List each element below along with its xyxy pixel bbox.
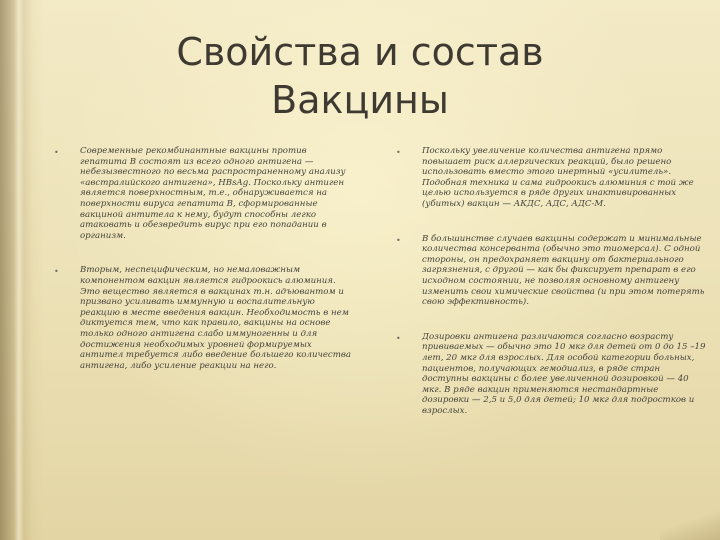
slide-title [120,28,600,124]
bullet-text: Современные рекомбинантные вакцины против гепатита В состоят из всего одного антигена — небезызвестного по весьма распространенному анализу «австралийского антигена», HBsAg. Поскольку антиген является поверхностным, т.е., обнаруживается на поверхности вируса гепатита В, сформированные вакциной антитела к нему, будут способны легко атаковать и обезвредить вирус при его попадании в организм. [80,146,346,241]
page-curl-highlight [14,0,24,540]
bullet-text: В большинстве случаев вакцины содержат и минимальные количества консерванта (обычно это тиомерсал). С одной стороны, он предохраняет вакцину от бактериального загрязнения, с другой — как бы фиксирует препарат в его исходном состоянии, не позволяя основному антигену изменить свои химические свойства (и при этом потерять свою эффективность). [422,233,705,308]
bullet-item [396,146,706,210]
bullet-icon: • [54,148,59,157]
bullet-item [54,146,354,241]
bullet-icon: • [396,333,401,343]
bullet-icon: • [396,148,401,157]
left-column [54,146,354,371]
page-corner-shadow [660,510,720,540]
bullet-icon: • [54,267,59,277]
right-column [396,146,706,416]
bullet-text: Вторым, неспецифическим, но немаловажным компонентом вакцин является гидроокись алюминия. Это вещество является в вакцинах т.н. адъювантом и призвано усиливать иммунную и воспалительную реакцию в месте введения вакцин. Необходимость в нем диктуется тем, что как правило, вакцины на основе только одного антигена слабо иммуногенны и для достижения необходимых уровней формируемых антител требуется либо введение большего количества антигена, либо усиление реакции на него. [80,265,352,371]
bullet-text: Поскольку увеличение количества антигена прямо повышает риск аллергических реакций, было решено использовать вместо этого инертный «усилитель». Подобная техника и сама гидроокись алюминия с той же целью используется в ряде других инактивированных (убитых) вакцин — АКДС, АДС, АДС-М. [422,146,694,209]
title-line-1: Свойства и состав [176,30,544,74]
title-line-2: Вакцины [271,78,449,122]
bullet-icon: • [396,235,401,245]
bullet-item [54,265,354,371]
bullet-item [396,332,706,417]
bullet-text: Дозировки антигена различаются согласно возрасту прививаемых — обычно это 10 мкг для детей от 0 до 15 –19 лет, 20 мкг для взрослых. Для особой категории больных, пациентов, получающих гемодиализ, в ряде стран доступны вакцины с более увеличенной дозировкой — 40 мкг. В ряде вакцин применяются нестандартные дозировки — 2,5 и 5,0 для детей; 10 мкг для подростков и взрослых. [422,331,706,416]
bullet-item [396,234,706,308]
